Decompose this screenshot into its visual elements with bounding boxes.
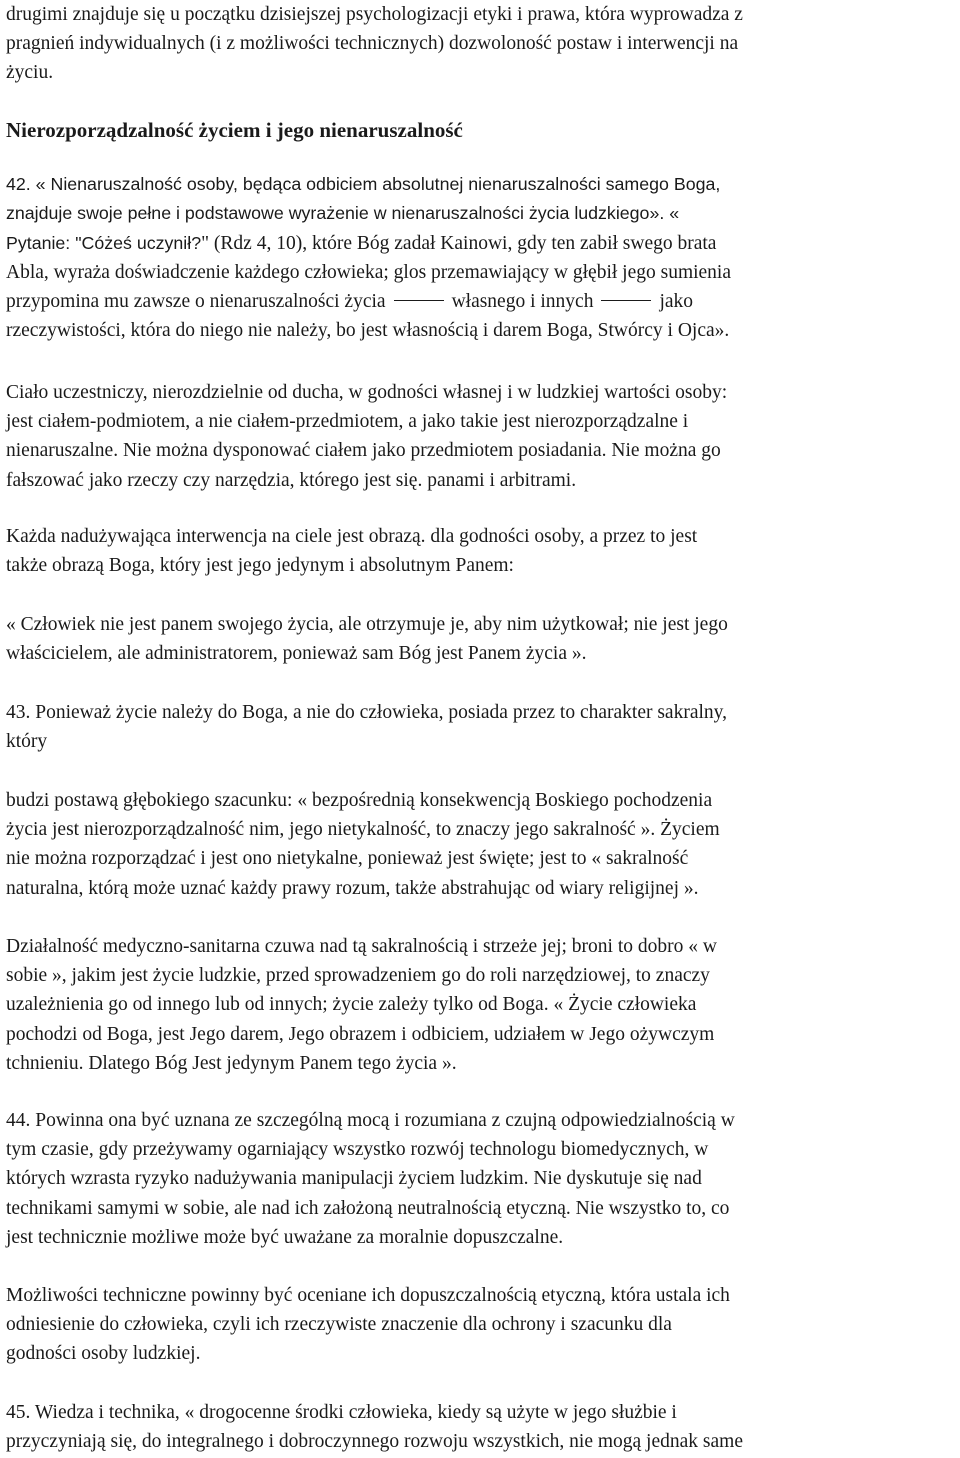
paragraph-43 [6, 698, 958, 756]
text-line: 43. Ponieważ życie należy do Boga, a nie do człowieka, posiada przez to charakter sakralny, [6, 702, 728, 723]
paragraph-kazda [6, 522, 958, 580]
intro-paragraph [6, 0, 958, 88]
text-line: przyczyniają się, do integralnego i dobroczynnego rozwoju wszystkich, nie mogą jednak same [6, 1431, 743, 1453]
dash-rule [394, 300, 444, 301]
text-line: 44. Powinna ona być uznana ze szczególną mocą i rozumiana z czujną odpowiedzialnością w [6, 1110, 735, 1131]
text-fragment: jako [659, 291, 694, 313]
text-line: uzależnienia go od innego lub od innych; życie zależy tylko od Boga. « Życie człowieka [6, 994, 697, 1016]
dash-rule [601, 300, 651, 301]
text-line: drugimi znajduje się u początku dzisiejszej psychologizacji etyki i prawa, która wyprowadza z [6, 4, 743, 25]
paragraph-42-mixed-line [6, 229, 958, 258]
quoted-question: Pytanie: "Cóżeś uczynił? [6, 233, 202, 253]
text-line: Abla, wyraża doświadczenie każdego człowieka; glos przemawiający w głębił jego sumienia [6, 262, 732, 283]
text-line: « Człowiek nie jest panem swojego życia, ale otrzymuje je, aby nim użytkował; nie jest jego [6, 614, 728, 635]
section-heading: Nierozporządzalność życiem i jego nienaruszalność [6, 118, 463, 142]
text-line: jest technicznie możliwe może być uważane za moralnie dopuszczalne. [6, 1226, 564, 1248]
text-line: budzi postawą głębokiego szacunku: « bezpośrednią konsekwencją Boskiego pochodzenia [6, 790, 713, 811]
text-line: technikami samymi w sobie, ale nad ich założoną neutralnością etyczną. Nie wszystko to, co [6, 1197, 730, 1219]
text-line: także obrazą Boga, który jest jego jedynym i absolutnym Panem: [6, 555, 514, 577]
text-line: Możliwości techniczne powinny być oceniane ich dopuszczalnością etyczną, która ustala ich [6, 1285, 730, 1306]
text-fragment: " (Rdz 4, 10), które Bóg zadał Kainowi, gdy ten zabił swego brata [201, 233, 717, 254]
text-line [6, 229, 958, 258]
text-line: naturalna, którą może uznać każdy prawy rozum, także abstrahując od wiary religijnej ». [6, 877, 699, 899]
paragraph-budzi [6, 786, 958, 903]
text-line: odniesienie do człowieka, czyli ich rzeczywiste znaczenie dla ochrony i szacunku dla [6, 1314, 672, 1336]
text-line: życiu. [6, 62, 54, 84]
text-line: pochodzi od Boga, jest Jego darem, Jego obrazem i odbiciem, udziałem w Jego ożywczym [6, 1023, 715, 1045]
text-line: Każda nadużywająca interwencja na ciele jest obrazą. dla godności osoby, a przez to jest [6, 526, 698, 547]
paragraph-42-sans [6, 170, 958, 228]
text-fragment: przypomina mu zawsze o nienaruszalności życia [6, 291, 386, 313]
text-line: znajduje swoje pełne i podstawowe wyrażenie w nienaruszalności życia ludzkiego». « [6, 203, 680, 224]
paragraph-mozliwosci [6, 1281, 958, 1369]
text-line: 45. Wiedza i technika, « drogocenne środki człowieka, kiedy są użyte w jego służbie i [6, 1402, 677, 1423]
paragraph-45 [6, 1398, 958, 1456]
paragraph-42-serif [6, 258, 958, 346]
text-line: nienaruszalne. Nie można dysponować ciałem jako przedmiotem posiadania. Nie można go [6, 440, 721, 462]
text-line: 42. « Nienaruszalność osoby, będąca odbiciem absolutnej nienaruszalności samego Boga, [6, 174, 721, 194]
text-line: Działalność medyczno-sanitarna czuwa nad tą sakralnością i strzeże jej; broni to dobro « w [6, 936, 717, 957]
text-fragment: własnego i innych [451, 291, 594, 313]
paragraph-dzialalnosc [6, 932, 958, 1078]
text-line: fałszować jako rzeczy czy narzędzia, którego jest się. panami i arbitrami. [6, 469, 577, 491]
text-line [6, 287, 958, 316]
text-line: który [6, 731, 48, 753]
text-line: rzeczywistości, która do niego nie należy, bo jest własnością i darem Boga, Stwórcy i Ojca». [6, 320, 730, 342]
text-line: tchnieniu. Dlatego Bóg Jest jedynym Panem tego życia ». [6, 1052, 457, 1074]
text-line: życia jest nierozporządzalność nim, jego nietykalność, to znaczy jego sakralność ». Życiem [6, 819, 720, 841]
text-line: sobie », jakim jest życie ludzkie, przed sprowadzeniem go do roli narzędziowej, to znaczy [6, 965, 710, 987]
text-line: tym czasie, gdy przeżywamy ogarniający wszystko rozwój technologu biomedycznych, w [6, 1139, 709, 1161]
text-line: jest ciałem-podmiotem, a nie ciałem-przedmiotem, a jako takie jest nierozporządzalne i [6, 411, 689, 433]
paragraph-44 [6, 1106, 958, 1252]
text-line: nie można rozporządzać i jest ono nietykalne, ponieważ jest święte; jest to « sakralność [6, 848, 689, 870]
text-line: godności osoby ludzkiej. [6, 1343, 201, 1365]
text-line: właścicielem, ale administratorem, ponieważ sam Bóg jest Panem życia ». [6, 643, 587, 665]
text-line: Ciało uczestniczy, nierozdzielnie od ducha, w godności własnej i w ludzkiej wartości osoby: [6, 382, 728, 403]
text-line: których wzrasta ryzyko nadużywania manipulacji życiem ludzkim. Nie dyskutuje się nad [6, 1168, 702, 1190]
paragraph-cialo [6, 378, 958, 495]
text-line: pragnień indywidualnych (i z możliwości technicznych) dozwoloność postaw i interwencji na [6, 33, 739, 55]
paragraph-czlowiek [6, 610, 958, 668]
